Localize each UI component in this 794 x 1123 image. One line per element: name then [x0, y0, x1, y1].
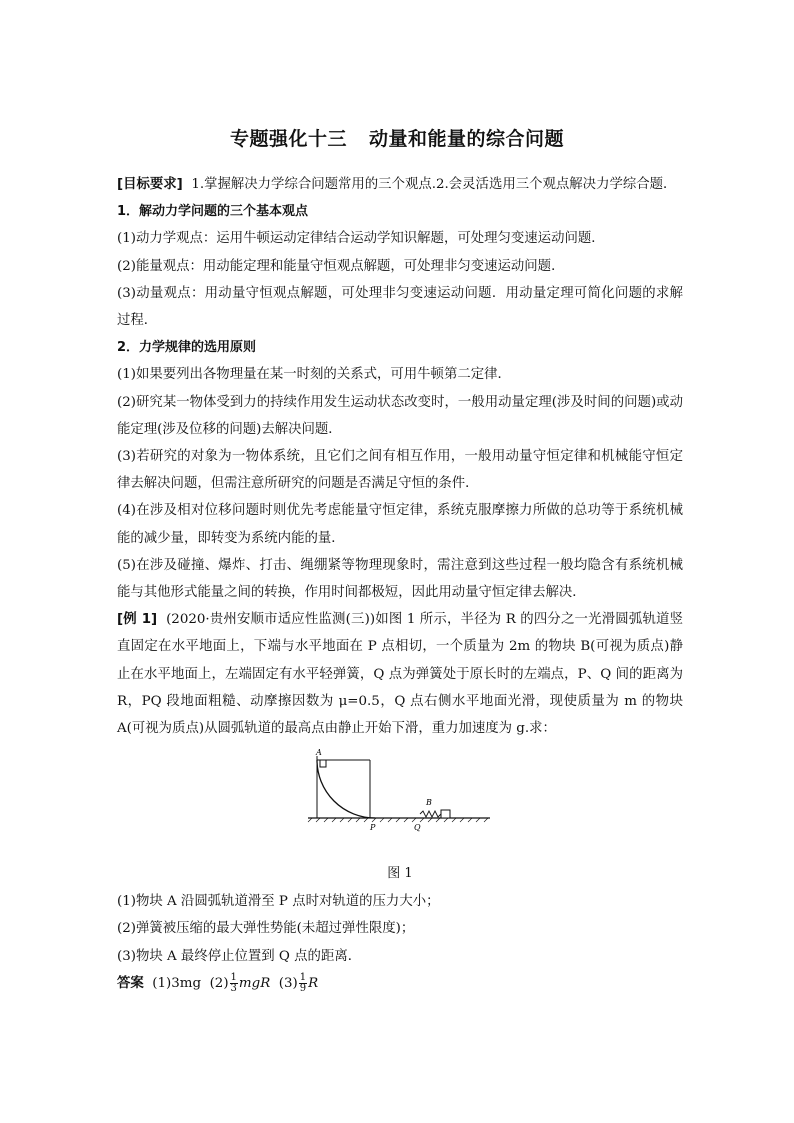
- answer-label: 答案: [117, 975, 144, 991]
- answer-3-fraction: [299, 973, 307, 994]
- section2-item: (3)若研究的对象为一物体系统，且它们之间有相互作用，一般用动量守恒定律和机械能守恒定律去解决问题，但需注意所研究的问题是否满足守恒的条件．: [117, 449, 683, 492]
- document-body: [117, 171, 683, 997]
- section2-item: (4)在涉及相对位移问题时则优先考虑能量守恒定律，系统克服摩擦力所做的总功等于系统机械能的减少量，即转变为系统内能的量．: [117, 503, 683, 546]
- answer-2-fraction: [230, 973, 238, 994]
- objective-paragraph: [117, 171, 683, 198]
- title-left: 专题强化十三: [229, 128, 347, 150]
- section2-item: (2)研究某一物体受到力的持续作用发生运动状态改变时，一般用动量定理(涉及时间的问题)或动能定理(涉及位移的问题)去解决问题．: [117, 394, 683, 437]
- spring: [420, 811, 441, 817]
- objective-tag: [目标要求]: [117, 177, 183, 192]
- example-text: (2020·贵州安顺市适应性监测(三))如图 1 所示，半径为 R 的四分之一光滑圆弧轨道竖直固定在水平地面上，下端与水平地面在 P 点相切，一个质量为 2m 的物块 B(可视为质点)静止在水平地面上，左端固定有水平轻弹簧，Q 点为弹簧处于原长时的左端点，P、Q 间的距离为 R，PQ 段地面粗糙、动摩擦因数为 μ=0.5，Q 点右侧水平地面光滑，现使质量为 m 的物块 A(可视为质点)从圆弧轨道的最高点由静止开始下滑，重力加速度为 g.求：: [117, 612, 683, 737]
- block-b: [441, 810, 450, 818]
- objective-text: 1.掌握解决力学综合问题常用的三个观点.2.会灵活选用三个观点解决力学综合题．: [191, 177, 677, 192]
- answer-3-suffix: R: [308, 975, 319, 991]
- answer-3-denominator: 9: [299, 982, 307, 994]
- label-q: Q: [414, 823, 421, 833]
- answer-line: [117, 970, 683, 997]
- question-item: (2)弹簧被压缩的最大弹性势能(未超过弹性限度)；: [117, 921, 415, 937]
- section2-item: (5)在涉及碰撞、爆炸、打击、绳绷紧等物理现象时，需注意到这些过程一般均隐含有系统机械能与其他形式能量之间的转换，作用时间都极短，因此用动量守恒定律去解决．: [117, 557, 683, 601]
- example-tag: [例 1]: [117, 612, 158, 628]
- figure-1: [117, 748, 683, 860]
- answer-2-prefix: (2): [209, 975, 229, 991]
- label-b: B: [426, 798, 432, 808]
- label-a: A: [316, 748, 322, 758]
- label-p: P: [370, 823, 376, 833]
- section1-item: (2)能量观点：用动能定理和能量守恒观点解题，可处理非匀变速运动问题．: [117, 258, 565, 274]
- track-diagram: [300, 748, 500, 860]
- answer-2-suffix: mgR: [238, 975, 271, 991]
- section2-heading: 2．力学规律的选用原则: [117, 340, 257, 356]
- answer-2-denominator: 3: [230, 982, 237, 994]
- answer-3-prefix: (3): [278, 975, 298, 991]
- page-title: [0, 124, 794, 151]
- section1-heading: 1．解动力学问题的三个基本观点: [117, 204, 309, 220]
- figure-caption: 图 1: [387, 866, 413, 882]
- section1-item: (3)动量观点：用动量守恒观点解题，可处理非匀变速运动问题．用动量定理可简化问题的求解过程．: [117, 285, 683, 329]
- answer-2-numerator: 1: [230, 971, 237, 983]
- section1-item: (1)动力学观点：运用牛顿运动定律结合运动学知识解题，可处理匀变速运动问题．: [117, 231, 605, 247]
- answer-1: (1)3mg: [152, 975, 202, 991]
- answer-3-numerator: 1: [299, 971, 307, 983]
- question-item: (1)物块 A 沿圆弧轨道滑至 P 点时对轨道的压力大小；: [117, 894, 440, 910]
- section2-item: (1)如果要列出各物理量在某一时刻的关系式，可用牛顿第二定律．: [117, 367, 511, 383]
- title-right: 动量和能量的综合问题: [369, 128, 565, 150]
- block-a: [320, 760, 326, 767]
- arc-track: [317, 760, 375, 818]
- example-paragraph: [117, 606, 683, 742]
- question-item: (3)物块 A 最终停止位置到 Q 点的距离．: [117, 948, 362, 964]
